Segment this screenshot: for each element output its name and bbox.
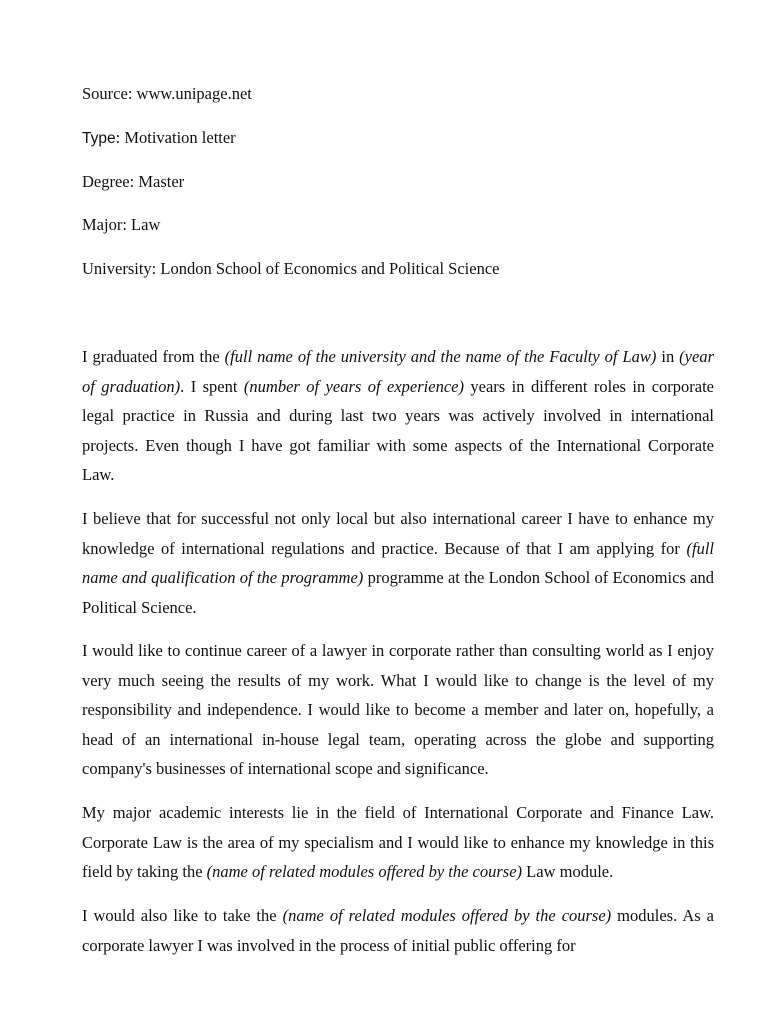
- meta-type: [82, 128, 236, 149]
- meta-value: www.unipage.net: [136, 84, 252, 103]
- meta-sep: :: [127, 84, 137, 103]
- meta-key: Major: [82, 215, 123, 234]
- meta-value: Master: [138, 172, 185, 191]
- paragraph: [82, 504, 714, 622]
- placeholder-text: (full name of the university and the name of the Faculty of Law): [224, 347, 657, 366]
- paragraph-text: in: [656, 347, 680, 366]
- meta-key: Type: [82, 130, 116, 147]
- paragraph: [82, 342, 714, 490]
- paragraph: [82, 901, 714, 960]
- meta-key: Degree: [82, 172, 130, 191]
- paragraph-text: I graduated from the: [82, 347, 225, 366]
- placeholder-text: (name of related modules offered by the course): [282, 906, 612, 925]
- placeholder-text: (name of related modules offered by the course): [206, 862, 523, 881]
- paragraph-text: years in different roles in corporate legal practice in Russia and during last two years was actively involved in international projects. Even though I have got familiar with some aspects of the International Corporate Law.: [82, 376, 714, 484]
- paragraph-text: My major academic interests lie in the field of International Corporate and Finance Law. Corporate Law is the area of my specialism and I would like to enhance my knowledge in this field by taking the: [82, 803, 714, 881]
- meta-sep: :: [129, 172, 139, 191]
- paragraph-text: I believe that for successful not only local but also international career I have to enhance my knowledge of international regulations and practice. Because of that I am applying for: [82, 509, 714, 558]
- paragraph-text: I would also like to take the: [82, 906, 283, 925]
- meta-university: [82, 259, 500, 279]
- placeholder-text: (year of graduation): [82, 347, 714, 396]
- placeholder-text: (number of years of experience): [243, 376, 464, 396]
- paragraph-text: I would like to continue career of a lawyer in corporate rather than consulting world as I enjoy very much seeing the results of my work. What I would like to change is the level of my responsibility and independence. I would like to become a member and later on, hopefully, a head of an international in-house legal team, operating across the globe and supporting company's businesses of international scope and significance.: [82, 641, 714, 778]
- paragraph: [82, 798, 714, 887]
- meta-value: Motivation letter: [124, 128, 236, 147]
- meta-source: [82, 84, 252, 104]
- placeholder-text: (full name and qualification of the programme): [82, 538, 714, 587]
- paragraph-text: . I spent: [180, 376, 244, 396]
- meta-key: University: [82, 259, 152, 278]
- paragraph-text: modules. As a corporate lawyer I was involved in the process of initial public offering for: [82, 906, 714, 955]
- paragraph: [82, 636, 714, 784]
- meta-sep: :: [151, 259, 161, 278]
- meta-key: Source: [82, 84, 128, 103]
- meta-value: Law: [131, 215, 161, 234]
- meta-major: [82, 215, 160, 235]
- meta-sep: :: [115, 128, 125, 147]
- paragraph-text: programme at the London School of Economics and Political Science.: [82, 568, 714, 617]
- paragraph-text: Law module.: [522, 862, 614, 881]
- meta-sep: :: [122, 215, 132, 234]
- meta-value: London School of Economics and Political Science: [160, 259, 500, 278]
- meta-degree: [82, 172, 184, 192]
